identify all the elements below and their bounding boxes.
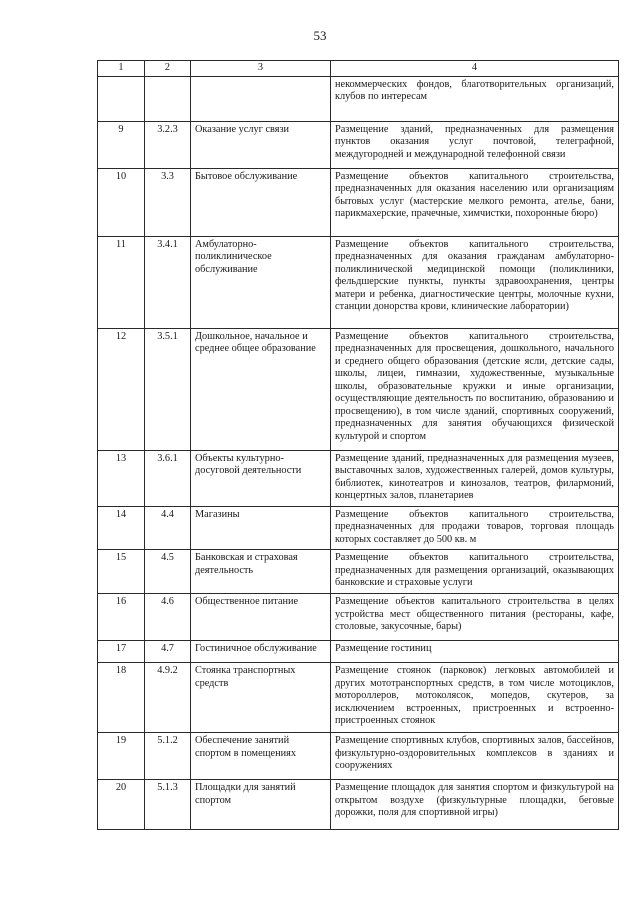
land-use-table xyxy=(97,60,619,830)
table-row xyxy=(98,121,619,168)
row-use-name: Банковская и страховая деятельность xyxy=(191,550,331,594)
header-cell-2: 2 xyxy=(145,61,191,77)
header-cell-4: 4 xyxy=(331,61,619,77)
row-code: 3.2.3 xyxy=(145,121,191,168)
table-row xyxy=(98,450,619,506)
row-use-name: Амбулаторно-поликлиническое обслуживание xyxy=(191,236,331,328)
row-use-name: Дошкольное, начальное и среднее общее образование xyxy=(191,328,331,450)
row-code: 5.1.2 xyxy=(145,733,191,780)
row-description: Размещение объектов капитального строительства, предназначенных для размещения организаций, оказывающих банковские и страховые услуги xyxy=(331,550,619,594)
row-use-name: Площадки для занятий спортом xyxy=(191,780,331,830)
row-number: 10 xyxy=(98,168,145,236)
row-use-name: Бытовое обслуживание xyxy=(191,168,331,236)
row-code: 4.4 xyxy=(145,506,191,550)
table-row xyxy=(98,641,619,663)
row-number: 17 xyxy=(98,641,145,663)
row-number: 11 xyxy=(98,236,145,328)
row-number: 20 xyxy=(98,780,145,830)
row-description: Размещение стоянок (парковок) легковых автомобилей и других мототранспортных средств, в том числе мотоциклов, мотороллеров, мотоколясок, мопедов, скутеров, за исключением встроенных, пристроенных и встроенно-пристроенных стоянок xyxy=(331,663,619,733)
table-row xyxy=(98,733,619,780)
row-number: 16 xyxy=(98,594,145,641)
row-number: 9 xyxy=(98,121,145,168)
continuation-code-cell xyxy=(145,76,191,121)
table-row xyxy=(98,168,619,236)
row-description: Размещение объектов капитального строительства, предназначенных для оказания населению или организациям бытовых услуг (мастерские мелкого ремонта, ателье, бани, парикмахерские, прачечные, химчистки, похоронные бюро) xyxy=(331,168,619,236)
row-number: 13 xyxy=(98,450,145,506)
page-number: 53 xyxy=(313,28,327,43)
table-row xyxy=(98,663,619,733)
row-description: Размещение объектов капитального строительства, предназначенных для продажи товаров, торговая площадь которых составляет до 500 кв. м xyxy=(331,506,619,550)
row-code: 5.1.3 xyxy=(145,780,191,830)
row-code: 3.5.1 xyxy=(145,328,191,450)
header-row xyxy=(98,61,619,77)
row-code: 4.5 xyxy=(145,550,191,594)
row-description: Размещение спортивных клубов, спортивных залов, бассейнов, физкультурно-оздоровительных комплексов в зданиях и сооружениях xyxy=(331,733,619,780)
row-description: Размещение объектов капитального строительства, предназначенных для просвещения, дошкольного, начального и среднего общего образования (детские ясли, детские сады, школы, лицеи, гимназии, художественные, музыкальные школы, образовательные кружки и иные организации, осуществляющие деятельность по воспитанию, образованию и просвещению), в том числе зданий, спортивных сооружений, предназначенных для занятия обучающихся физической культурой и спортом xyxy=(331,328,619,450)
continuation-description: некоммерческих фондов, благотворительных организаций, клубов по интересам xyxy=(331,76,619,121)
continuation-num-cell xyxy=(98,76,145,121)
continuation-row xyxy=(98,76,619,121)
header-cell-1: 1 xyxy=(98,61,145,77)
row-number: 19 xyxy=(98,733,145,780)
table-row xyxy=(98,550,619,594)
row-code: 4.9.2 xyxy=(145,663,191,733)
row-number: 18 xyxy=(98,663,145,733)
row-number: 12 xyxy=(98,328,145,450)
row-use-name: Магазины xyxy=(191,506,331,550)
row-code: 3.4.1 xyxy=(145,236,191,328)
row-use-name: Общественное питание xyxy=(191,594,331,641)
table-row xyxy=(98,506,619,550)
row-use-name: Гостиничное обслуживание xyxy=(191,641,331,663)
table-row xyxy=(98,236,619,328)
row-use-name: Объекты культурно-досуговой деятельности xyxy=(191,450,331,506)
row-description: Размещение зданий, предназначенных для размещения музеев, выставочных залов, художественных галерей, домов культуры, библиотек, кинотеатров и кинозалов, театров, филармоний, концертных залов, планетариев xyxy=(331,450,619,506)
row-code: 3.3 xyxy=(145,168,191,236)
row-description: Размещение площадок для занятия спортом и физкультурой на открытом воздухе (физкультурные площадки, беговые дорожки, поля для спортивной игры) xyxy=(331,780,619,830)
row-code: 3.6.1 xyxy=(145,450,191,506)
row-code: 4.7 xyxy=(145,641,191,663)
row-code: 4.6 xyxy=(145,594,191,641)
row-description: Размещение зданий, предназначенных для размещения пунктов оказания услуг почтовой, телеграфной, междугородней и международной телефонной связи xyxy=(331,121,619,168)
table-body xyxy=(98,61,619,830)
table-row xyxy=(98,780,619,830)
row-use-name: Стоянка транспортных средств xyxy=(191,663,331,733)
row-description: Размещение объектов капитального строительства в целях устройства мест общественного питания (рестораны, кафе, столовые, закусочные, бары) xyxy=(331,594,619,641)
row-number: 15 xyxy=(98,550,145,594)
header-cell-3: 3 xyxy=(191,61,331,77)
row-description: Размещение гостиниц xyxy=(331,641,619,663)
row-number: 14 xyxy=(98,506,145,550)
table-row xyxy=(98,594,619,641)
table-row xyxy=(98,328,619,450)
continuation-name-cell xyxy=(191,76,331,121)
row-use-name: Оказание услуг связи xyxy=(191,121,331,168)
row-use-name: Обеспечение занятий спортом в помещениях xyxy=(191,733,331,780)
row-description: Размещение объектов капитального строительства, предназначенных для оказания гражданам амбулаторно-поликлинической медицинской помощи (поликлиники, фельдшерские пункты, пункты здравоохранения, центры матери и ребенка, диагностические центры, молочные кухни, станции донорства крови, клинические лаборатории) xyxy=(331,236,619,328)
